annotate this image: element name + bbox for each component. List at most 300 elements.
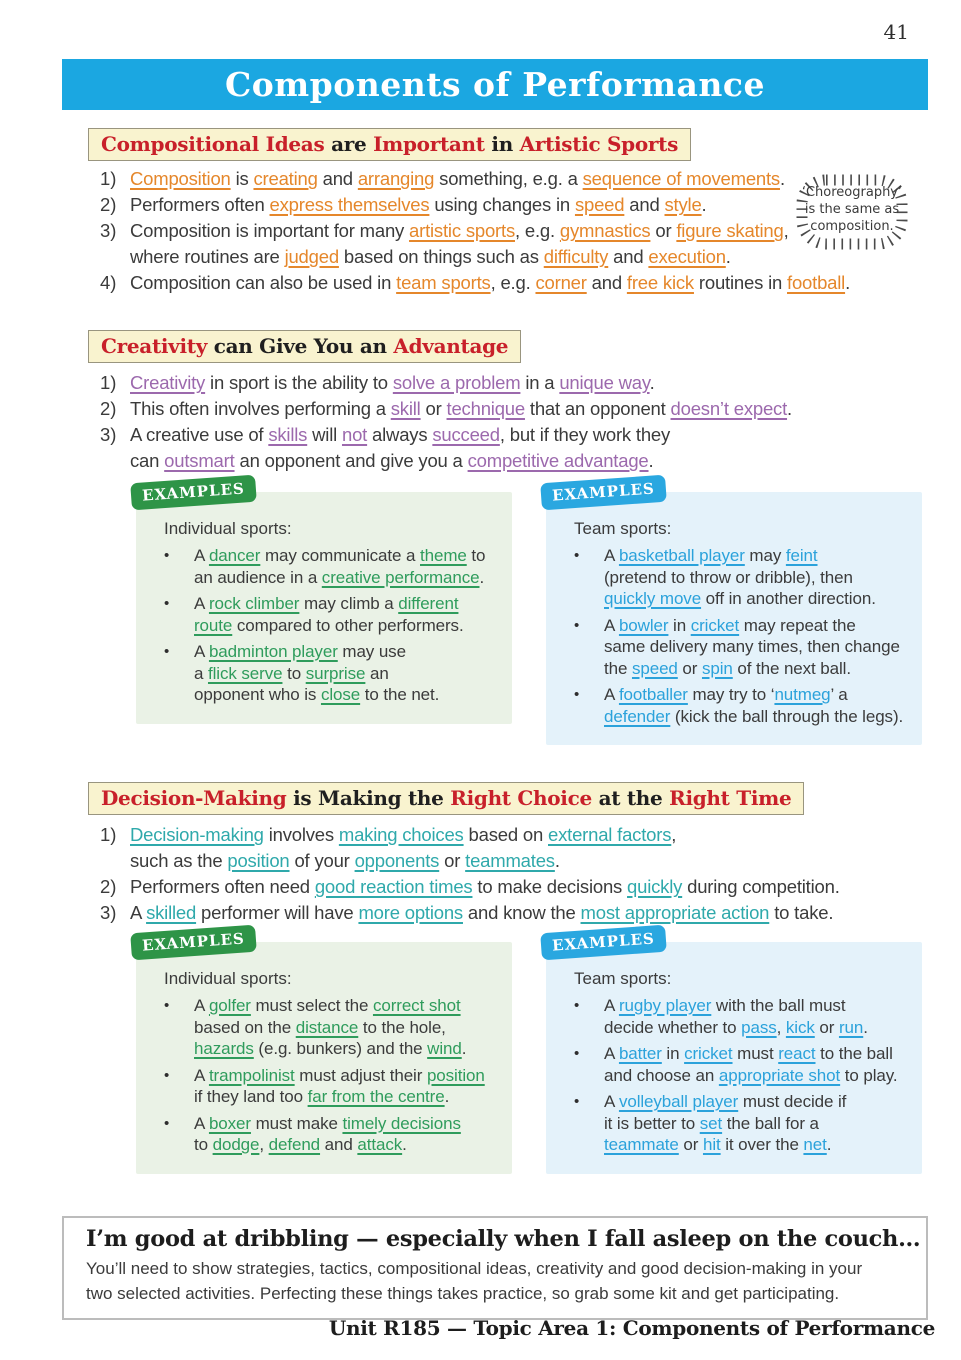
text-segment: A	[604, 546, 619, 565]
item-text	[130, 822, 676, 874]
examples-box-creativity-team	[546, 479, 922, 745]
underlined-term: corner	[535, 272, 587, 293]
underlined-term: making choices	[338, 824, 464, 845]
text-segment: (e.g. bunkers) and the	[253, 1039, 428, 1058]
underlined-term: flick serve	[207, 663, 283, 683]
text-line	[130, 822, 676, 848]
text-segment: to	[194, 1135, 213, 1154]
text-segment: based on things such as	[338, 246, 544, 267]
underlined-term: unique way	[559, 372, 650, 393]
text-line	[194, 567, 485, 589]
underlined-term: close	[320, 685, 361, 704]
item-text	[130, 192, 707, 218]
underlined-term: position	[426, 1065, 485, 1085]
text-line	[604, 658, 900, 680]
bullet-item	[164, 593, 498, 636]
text-line	[130, 396, 792, 422]
underlined-term: solve a problem	[392, 372, 521, 393]
bullet-text	[194, 545, 485, 588]
list-item	[100, 874, 840, 900]
examples-heading: Individual sports:	[164, 969, 292, 988]
underlined-term: trampolinist	[208, 1065, 295, 1085]
underlined-term: teammates	[465, 850, 555, 871]
text-segment: A	[130, 902, 147, 923]
text-line	[130, 874, 840, 900]
underlined-term: dodge	[212, 1135, 260, 1154]
item-number: 3)	[100, 424, 117, 445]
bullet-marker: •	[164, 1066, 170, 1084]
bullet-marker: •	[574, 1045, 580, 1062]
text-line	[194, 1134, 461, 1156]
note-line: composition.	[810, 219, 894, 234]
underlined-term: external factors	[548, 824, 672, 845]
examples-heading: Team sports:	[574, 969, 672, 988]
list-item	[100, 192, 850, 218]
text-segment: .	[402, 1135, 407, 1154]
text-segment: a	[194, 663, 208, 683]
text-segment: are	[324, 132, 374, 156]
text-segment: with the ball must	[711, 996, 846, 1015]
bullet-item	[164, 995, 498, 1060]
text-segment: Composition can also be used in	[130, 272, 397, 293]
red-emphasis: Right Choice	[450, 786, 592, 810]
text-segment: to the net.	[360, 685, 440, 704]
text-line	[604, 588, 876, 610]
item-text	[130, 900, 833, 926]
text-segment: the	[604, 658, 632, 678]
list-item	[100, 422, 792, 474]
red-emphasis: Artistic Sports	[519, 132, 679, 156]
underlined-term: speed	[574, 194, 625, 215]
underlined-term: opponents	[354, 850, 440, 871]
text-segment: .	[863, 1017, 868, 1037]
text-segment: is	[230, 168, 254, 189]
bullet-text	[604, 1091, 846, 1156]
text-segment: , e.g.	[515, 220, 560, 241]
underlined-term: not	[341, 424, 368, 445]
underlined-term: team sports	[396, 272, 491, 293]
text-segment: to	[466, 546, 486, 565]
list-item	[100, 270, 850, 296]
text-segment: or	[420, 398, 447, 419]
bullet-item	[164, 1113, 498, 1156]
underlined-term: basketball player	[618, 546, 745, 565]
underlined-term: nutmeg	[774, 685, 831, 704]
text-segment: A	[194, 996, 209, 1015]
text-segment: must make	[250, 1113, 343, 1133]
bullet-marker: •	[164, 547, 170, 564]
item-number: 1)	[100, 168, 117, 189]
underlined-term: figure skating	[676, 220, 784, 241]
text-segment: to make decisions	[472, 876, 628, 897]
list-item	[100, 370, 792, 396]
underlined-term: sequence of movements	[582, 168, 780, 189]
text-segment: (kick the ball through the legs).	[670, 706, 904, 726]
text-line	[604, 1017, 868, 1039]
text-segment: and	[586, 272, 627, 293]
underlined-term: Decision-making	[130, 824, 264, 845]
text-line	[130, 166, 785, 192]
red-emphasis: Decision-Making	[101, 786, 287, 810]
text-segment: must adjust their	[294, 1065, 427, 1085]
text-line	[604, 615, 900, 637]
bullet-marker: •	[164, 1114, 170, 1132]
text-segment: it is better to	[604, 1113, 700, 1133]
underlined-term: set	[699, 1113, 723, 1133]
bullet-marker: •	[574, 616, 580, 634]
text-line	[604, 545, 876, 567]
item-number: 3)	[100, 902, 117, 923]
examples-heading: Individual sports:	[164, 519, 292, 538]
underlined-term: gymnastics	[559, 220, 651, 241]
bullet-marker: •	[574, 1093, 580, 1110]
text-line	[130, 848, 676, 874]
text-segment: the ball for a	[722, 1113, 819, 1133]
text-segment: an	[365, 663, 389, 683]
examples-tag: EXAMPLES	[130, 475, 256, 511]
underlined-term: rock climber	[208, 594, 300, 613]
text-segment: A creative use of	[130, 424, 269, 445]
text-line	[194, 1113, 461, 1135]
underlined-term: dancer	[208, 546, 261, 565]
red-emphasis: Creativity	[101, 334, 208, 358]
text-line	[194, 995, 466, 1017]
text-line	[130, 370, 655, 396]
underlined-term: volleyball player	[618, 1092, 739, 1111]
text-segment: where routines are	[130, 246, 285, 267]
text-line	[604, 567, 876, 589]
text-line	[130, 244, 789, 270]
text-line	[604, 1065, 898, 1087]
list-item	[100, 166, 850, 192]
text-segment: to take.	[769, 902, 834, 923]
text-segment: A	[194, 594, 209, 613]
examples-tag: EXAMPLES	[130, 925, 256, 961]
underlined-term: attack	[357, 1135, 403, 1154]
underlined-term: far from the centre	[307, 1087, 445, 1106]
text-segment: based on	[463, 824, 548, 845]
underlined-term: footballer	[618, 685, 688, 704]
text-segment: ’ a	[830, 685, 848, 704]
underlined-term: skills	[268, 424, 308, 445]
text-segment: ,	[259, 1135, 269, 1154]
text-segment: .	[725, 246, 731, 267]
text-segment: based on the	[194, 1017, 296, 1037]
summary-title: I’m good at dribbling — especially when I fall asleep on the couch…	[86, 1226, 921, 1252]
examples-box-decision-team	[546, 929, 922, 1174]
text-segment: and choose an	[604, 1065, 719, 1085]
bullet-text	[604, 615, 900, 680]
text-line	[130, 192, 707, 218]
text-segment: decide whether to	[604, 1017, 742, 1037]
text-segment: to the ball	[815, 1044, 893, 1063]
bullet-item	[574, 615, 908, 680]
underlined-term: boxer	[208, 1113, 251, 1133]
section-title-creativity	[88, 330, 521, 363]
item-text	[130, 874, 840, 900]
text-line	[194, 1065, 485, 1087]
text-segment: opponent who is	[194, 685, 321, 704]
text-segment: will	[307, 424, 342, 445]
text-line	[604, 995, 868, 1017]
bullet-marker: •	[164, 595, 170, 612]
text-line	[130, 218, 789, 244]
list-item	[100, 218, 850, 270]
bullet-text	[194, 995, 466, 1060]
text-segment: an audience in a	[194, 567, 322, 587]
underlined-term: hit	[702, 1135, 721, 1154]
text-line	[130, 422, 670, 448]
text-line	[604, 684, 903, 706]
underlined-term: net	[803, 1135, 827, 1154]
underlined-term: wind	[427, 1039, 462, 1058]
underlined-term: most appropriate action	[580, 902, 770, 923]
text-segment: .	[701, 194, 707, 215]
bullet-text	[194, 1113, 461, 1156]
text-segment: and	[608, 246, 649, 267]
text-segment: This often involves performing a	[130, 398, 391, 419]
underlined-term: good reaction times	[314, 876, 473, 897]
bullet-item	[574, 1091, 908, 1156]
text-segment: always	[367, 424, 433, 445]
text-segment: ,	[671, 824, 677, 845]
text-segment: may try to ‘	[687, 685, 775, 704]
text-segment: must	[732, 1044, 779, 1063]
note-line: is the same as	[804, 202, 900, 217]
text-segment: same delivery many times, then change	[604, 637, 900, 656]
text-line	[194, 1086, 485, 1108]
text-segment: Performers often need	[130, 876, 315, 897]
underlined-term: quickly	[627, 876, 683, 897]
text-segment: can Give You an	[207, 334, 394, 358]
text-segment: must select the	[250, 996, 373, 1015]
underlined-term: free kick	[626, 272, 694, 293]
text-segment: in sport is the ability to	[205, 372, 393, 393]
text-segment: in	[661, 1044, 685, 1063]
text-line	[194, 684, 439, 706]
underlined-term: arranging	[357, 168, 435, 189]
text-segment: in	[668, 615, 691, 635]
text-segment: of the next ball.	[732, 658, 851, 678]
text-segment: , e.g.	[490, 272, 536, 293]
text-segment: A	[194, 642, 209, 661]
summary-box	[62, 1216, 928, 1320]
underlined-term: route	[194, 615, 233, 635]
item-number: 1)	[100, 824, 117, 845]
text-segment: Composition is important for many	[130, 220, 410, 241]
text-segment: may communicate a	[260, 546, 420, 565]
text-segment: A	[194, 1113, 209, 1133]
text-segment: .	[461, 1039, 467, 1058]
underlined-term: quickly move	[604, 589, 702, 608]
text-segment: ,	[776, 1017, 786, 1037]
text-segment: A	[194, 546, 209, 565]
text-segment: or	[814, 1017, 839, 1037]
text-segment: must decide if	[738, 1092, 847, 1111]
item-number: 3)	[100, 220, 117, 241]
page-number: 41	[883, 20, 909, 44]
summary-line: You’ll need to show strategies, tactics, compositional ideas, creativity and good decision-making in your	[86, 1259, 863, 1278]
summary-line: two selected activities. Perfecting these things takes practice, so grab some kit and get participating.	[86, 1284, 840, 1303]
text-segment: A	[194, 1065, 209, 1085]
underlined-term: express themselves	[269, 194, 430, 215]
compositional-ideas-list	[100, 166, 850, 296]
underlined-term: theme	[420, 546, 467, 565]
text-line	[130, 900, 833, 926]
bullet-marker: •	[574, 686, 580, 703]
item-text	[130, 270, 850, 296]
underlined-term: position	[227, 850, 290, 871]
underlined-term: defender	[604, 706, 671, 726]
underlined-term: golfer	[208, 996, 251, 1015]
item-number: 4)	[100, 272, 117, 293]
text-segment: or	[650, 220, 677, 241]
item-number: 2)	[100, 876, 117, 897]
list-item	[100, 822, 840, 874]
text-segment: to	[282, 663, 306, 683]
text-segment: .	[787, 398, 792, 419]
underlined-term: rugby player	[618, 996, 712, 1015]
underlined-term: judged	[284, 246, 339, 267]
text-segment: performer will have	[196, 902, 359, 923]
underlined-term: creative performance	[321, 567, 480, 587]
bullet-text	[604, 545, 876, 610]
text-segment: if they land too	[194, 1087, 308, 1106]
red-emphasis: Right Time	[669, 786, 792, 810]
note-line: ‘Choreography’	[801, 185, 903, 200]
text-segment: A	[604, 1044, 619, 1063]
text-segment: , but if they work they	[499, 424, 671, 445]
page-banner	[62, 59, 928, 110]
underlined-term: defend	[268, 1135, 321, 1154]
underlined-term: spin	[701, 658, 733, 678]
underlined-term: cricket	[684, 1044, 733, 1063]
underlined-term: football	[787, 272, 846, 293]
examples-box-decision-individual	[136, 929, 512, 1174]
text-segment: or	[678, 1135, 703, 1154]
text-line	[194, 1038, 466, 1060]
underlined-term: succeed	[432, 424, 500, 445]
text-segment: something, e.g. a	[434, 168, 583, 189]
bullet-text	[194, 641, 439, 706]
item-text	[130, 166, 785, 192]
underlined-term: speed	[631, 658, 678, 678]
text-segment: may	[744, 546, 786, 565]
underlined-term: timely decisions	[342, 1113, 461, 1133]
text-segment: .	[554, 850, 560, 871]
underlined-term: Creativity	[130, 372, 206, 393]
item-number: 2)	[100, 398, 117, 419]
text-segment: that an opponent	[524, 398, 671, 419]
item-number: 1)	[100, 372, 117, 393]
page-footer: Unit R185 — Topic Area 1: Components of Performance	[328, 1316, 935, 1340]
bullet-text	[194, 1065, 485, 1108]
choreography-margin-note	[783, 166, 918, 260]
text-segment: .	[826, 1135, 832, 1154]
text-line	[194, 1017, 466, 1039]
text-segment: A	[604, 615, 619, 635]
underlined-term: badminton player	[208, 642, 338, 661]
underlined-term: distance	[295, 1017, 359, 1037]
text-segment: .	[444, 1087, 450, 1106]
underlined-term: correct shot	[372, 996, 461, 1015]
decision-making-list	[100, 822, 840, 926]
item-text	[130, 370, 655, 396]
text-segment: compared to other performers.	[232, 615, 464, 635]
section-title-decision-making	[88, 782, 804, 815]
text-segment: or	[439, 850, 466, 871]
text-segment: may climb a	[299, 594, 399, 613]
underlined-term: bowler	[618, 615, 669, 635]
text-segment: during competition.	[682, 876, 840, 897]
text-segment: off in another direction.	[701, 589, 876, 608]
text-segment: A	[604, 685, 619, 704]
text-segment: and know the	[462, 902, 581, 923]
text-line	[604, 1091, 846, 1113]
text-segment: of your	[289, 850, 355, 871]
underlined-term: competitive advantage	[467, 450, 649, 471]
underlined-term: batter	[618, 1044, 662, 1063]
text-segment: .	[479, 567, 485, 587]
text-segment: to play.	[840, 1065, 898, 1085]
underlined-term: skill	[390, 398, 421, 419]
bullet-text	[604, 995, 868, 1038]
underlined-term: creating	[253, 168, 318, 189]
text-segment: using changes in	[429, 194, 575, 215]
bullet-item	[164, 641, 498, 706]
text-line	[604, 1134, 846, 1156]
text-segment: and	[317, 168, 358, 189]
red-emphasis: Advantage	[393, 334, 509, 358]
text-segment: can	[130, 450, 165, 471]
underlined-term: surprise	[305, 663, 366, 683]
text-segment: or	[677, 658, 702, 678]
bullet-marker: •	[164, 643, 170, 660]
text-segment: is Making the	[286, 786, 451, 810]
red-emphasis: Compositional Ideas	[101, 132, 325, 156]
text-segment: such as the	[130, 850, 228, 871]
underlined-term: run	[838, 1017, 864, 1037]
underlined-term: react	[778, 1044, 816, 1063]
underlined-term: execution	[648, 246, 726, 267]
examples-tag: EXAMPLES	[540, 475, 666, 511]
bullet-item	[164, 1065, 498, 1108]
underlined-term: difficulty	[543, 246, 609, 267]
text-line	[604, 636, 900, 658]
text-line	[194, 593, 464, 615]
underlined-term: cricket	[690, 615, 740, 635]
item-number: 2)	[100, 194, 117, 215]
text-segment: .	[649, 372, 655, 393]
text-segment: may use	[337, 642, 406, 661]
bullet-item	[164, 545, 498, 588]
text-segment: routines in	[693, 272, 788, 293]
underlined-term: artistic sports	[409, 220, 515, 241]
item-text	[130, 396, 792, 422]
item-text	[130, 218, 789, 270]
text-segment: at the	[591, 786, 670, 810]
bullet-marker: •	[164, 997, 170, 1014]
bullet-text	[604, 684, 903, 727]
bullet-text	[604, 1043, 898, 1086]
text-line	[130, 448, 670, 474]
text-line	[194, 615, 464, 637]
text-segment: it over the	[720, 1135, 804, 1154]
text-segment: and	[320, 1135, 358, 1154]
examples-heading: Team sports:	[574, 519, 672, 538]
underlined-term: more options	[358, 902, 463, 923]
list-item	[100, 396, 792, 422]
